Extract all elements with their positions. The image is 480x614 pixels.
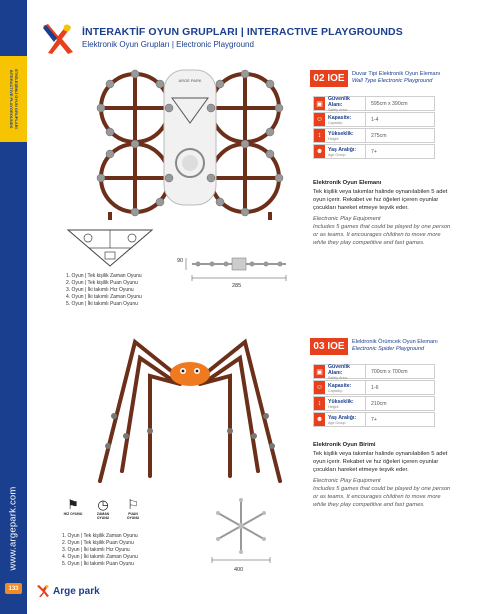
spec-row-height bbox=[313, 128, 435, 143]
spec-table-02 bbox=[313, 96, 435, 160]
height-icon: ↕ bbox=[314, 397, 325, 410]
safety-area-icon: ▣ bbox=[314, 365, 325, 378]
spec-label: Kapasite: bbox=[328, 382, 352, 389]
footer-brand bbox=[36, 584, 100, 598]
description-text: Tek kişilik veya takımlar halinde oynanılabilen 5 adet oyun içerir. Rekabet ve hız öğeleri içeren oyunlar çocukları hareket etmeye teşvik eder. bbox=[313, 451, 448, 473]
description-heading: Elektronik Oyun Elemanı bbox=[313, 180, 382, 186]
section-tab-text: ETKİLEŞİMLİ OYUN GRUPLARI INTERACTIVE PLAYGROUNDS bbox=[8, 69, 19, 129]
game-icon-score bbox=[122, 498, 144, 520]
spec-label: Güvenlik Alanı: bbox=[328, 95, 350, 108]
description-heading-en: Electronic Play Equipment bbox=[313, 216, 381, 222]
dimension-width-02: 285 bbox=[232, 283, 242, 289]
spec-label-en: Age Group: bbox=[328, 420, 347, 425]
spec-label-en: Age Group: bbox=[328, 152, 347, 157]
safety-area-icon: ▣ bbox=[314, 97, 325, 110]
spec-label-en: Height: bbox=[328, 136, 340, 141]
spec-value: 275cm bbox=[371, 132, 387, 139]
section-tab bbox=[0, 56, 27, 142]
game-icon-label: HIZ OYUNU bbox=[63, 512, 83, 516]
capacity-icon: ☺ bbox=[314, 113, 325, 126]
page-title: İNTERAKTİF OYUN GRUPLARI | INTERACTIVE PLAYGROUNDS bbox=[82, 26, 403, 38]
spec-value: 7+ bbox=[371, 416, 377, 423]
spec-value: 7+ bbox=[371, 148, 377, 155]
top-view-drawing-03 bbox=[206, 496, 276, 568]
product-code-03: 03 IOE bbox=[310, 338, 348, 355]
description-text: Tek kişilik veya takımlar halinde oynanılabilen 5 adet oyun içerir. Rekabet ve hız öğeleri içeren oyunlar çocukları hareket etmeye teşvik eder. bbox=[313, 189, 448, 211]
footer-brand-name: Arge park bbox=[53, 585, 100, 597]
product-name-en: Wall Type Electronic Playground bbox=[352, 78, 433, 84]
spec-value: 595cm x 390cm bbox=[371, 100, 408, 107]
wall-playground-image bbox=[80, 68, 300, 223]
product-name-02 bbox=[352, 71, 440, 84]
game-icons-03 bbox=[62, 498, 144, 520]
speed-game-icon: ⚑ bbox=[67, 497, 79, 512]
brand-x-logo bbox=[40, 22, 74, 56]
spider-playground-image bbox=[80, 336, 300, 484]
spec-label-en: Safety Area: bbox=[328, 375, 348, 380]
product-code-02: 02 IOE bbox=[310, 70, 348, 87]
spec-label: Yaş Aralığı: bbox=[328, 146, 357, 153]
description-heading: Elektronik Oyun Birimi bbox=[313, 442, 376, 448]
game-item: 5. Oyun | İki takımlı Puan Oyunu bbox=[66, 301, 138, 307]
brand-x-small-icon bbox=[36, 584, 50, 598]
games-list-03 bbox=[62, 533, 138, 568]
spec-label-en: Safety Area: bbox=[328, 107, 348, 112]
age-group-icon: ☻ bbox=[314, 413, 325, 426]
spec-row-capacity bbox=[313, 380, 435, 395]
games-list-02 bbox=[66, 273, 142, 308]
spec-value: 700cm x 700cm bbox=[371, 368, 408, 375]
game-item: 4. Oyun | İki takımlı Zaman Oyunu bbox=[62, 554, 138, 560]
capacity-icon: ☺ bbox=[314, 381, 325, 394]
score-game-icon: ⚐ bbox=[127, 497, 139, 512]
spec-label: Güvenlik Alanı: bbox=[328, 363, 350, 376]
side-dimension-drawing-02 bbox=[176, 248, 296, 288]
description-heading-en: Electronic Play Equipment bbox=[313, 478, 381, 484]
spec-value: 1-6 bbox=[371, 384, 379, 391]
game-icon-speed bbox=[62, 498, 84, 520]
spec-label-en: Capacity: bbox=[328, 388, 343, 393]
dimension-height-02: 90 bbox=[177, 258, 184, 264]
spec-label-en: Capacity: bbox=[328, 120, 343, 125]
game-item: 1. Oyun | Tek kişilik Zaman Oyunu bbox=[62, 533, 138, 539]
dimension-width-03: 400 bbox=[234, 567, 244, 573]
age-group-icon: ☻ bbox=[314, 145, 325, 158]
game-item: 1. Oyun | Tek kişilik Zaman Oyunu bbox=[66, 273, 142, 279]
game-item: 4. Oyun | İki takımlı Zaman Oyunu bbox=[66, 294, 142, 300]
spec-label: Yükseklik: bbox=[328, 130, 354, 137]
website-url[interactable] bbox=[3, 478, 23, 578]
page-number: 133 bbox=[5, 583, 22, 594]
product-name-en: Electronic Spider Playground bbox=[352, 346, 425, 352]
game-icon-label: PUAN OYUNU bbox=[126, 512, 140, 520]
spec-table-03 bbox=[313, 364, 435, 428]
spec-value: 1-4 bbox=[371, 116, 379, 123]
spec-label: Yükseklik: bbox=[328, 398, 354, 405]
product-name-03 bbox=[352, 339, 438, 352]
game-icon-label: ZAMAN OYUNU bbox=[96, 512, 110, 520]
product-name-tr: Elektronik Örümcek Oyun Elemanı bbox=[352, 339, 438, 345]
spec-label: Yaş Aralığı: bbox=[328, 414, 357, 421]
spec-row-height bbox=[313, 396, 435, 411]
game-item: 5. Oyun | İki takımlı Puan Oyunu bbox=[62, 561, 134, 567]
description-text-en: Includes 5 games that could be played by one person or as teams. It encourages children to move more while they play competitive and fast games. bbox=[313, 486, 451, 508]
description-02 bbox=[313, 180, 453, 247]
website-url-text: www.argepark.com bbox=[7, 486, 19, 570]
spec-row-age bbox=[313, 144, 435, 159]
spec-row-age bbox=[313, 412, 435, 427]
height-icon: ↕ bbox=[314, 129, 325, 142]
game-item: 3. Oyun | İki takımlı Hız Oyunu bbox=[62, 547, 130, 553]
spec-label-en: Height: bbox=[328, 404, 340, 409]
game-item: 2. Oyun | Tek kişilik Puan Oyunu bbox=[66, 280, 138, 286]
spec-label: Kapasite: bbox=[328, 114, 352, 121]
game-item: 3. Oyun | İki takımlı Hız Oyunu bbox=[66, 287, 134, 293]
page-subtitle: Elektronik Oyun Grupları | Electronic Playground bbox=[82, 40, 254, 49]
game-panel-diagram-02 bbox=[66, 228, 154, 268]
description-text-en: Includes 5 games that could be played by one person or as teams. It encourages children to move more while they play competitive and fast games. bbox=[313, 224, 451, 246]
game-item: 2. Oyun | Tek kişilik Puan Oyunu bbox=[62, 540, 134, 546]
game-icon-time bbox=[92, 498, 114, 520]
spec-row-safety bbox=[313, 96, 435, 111]
spec-value: 210cm bbox=[371, 400, 387, 407]
description-03 bbox=[313, 442, 453, 509]
time-game-icon: ◷ bbox=[97, 497, 109, 512]
spec-row-capacity bbox=[313, 112, 435, 127]
spec-row-safety bbox=[313, 364, 435, 379]
svg-text:ARGE PARK: ARGE PARK bbox=[178, 78, 202, 83]
product-name-tr: Duvar Tipi Elektronik Oyun Elemanı bbox=[352, 71, 441, 77]
